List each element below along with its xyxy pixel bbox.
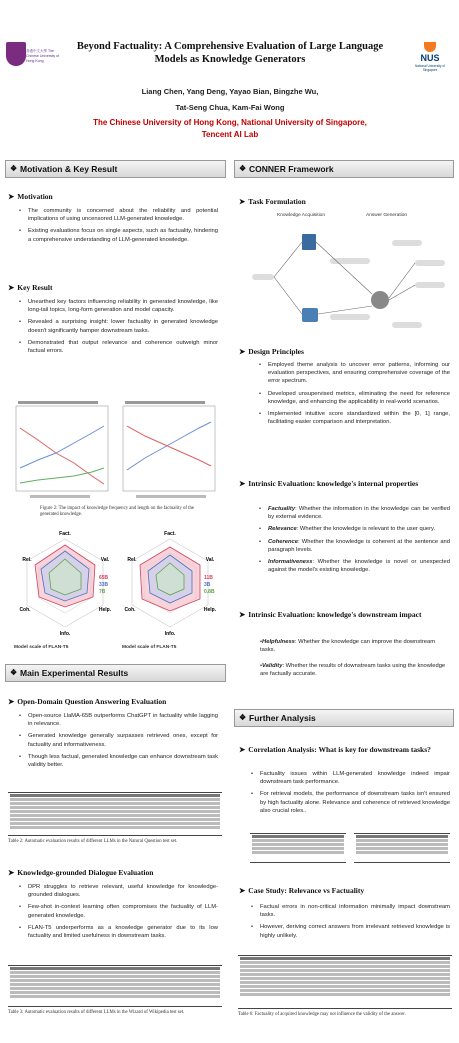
list-item: • Demonstrated that output relevance and coherence outweigh minor factual errors.	[18, 339, 218, 355]
radar-axis-label: Val.	[205, 557, 215, 563]
list-item: • The community is concerned about the reliability and potential implications of using uncensored LLM-generated knowledge.	[18, 207, 218, 223]
list-item: • Developed unsupervised metrics, eliminating the need for reference knowledge, and enhancing the applicability in real-world scenarios.	[258, 390, 450, 406]
list-item: • Informativeness: Whether the knowledge is novel or unexpected against the model's existing knowledge.	[258, 558, 450, 574]
table-3	[8, 965, 222, 1007]
section-conner-header: ❖ CONNER Framework	[234, 160, 454, 178]
reader-icon	[371, 291, 389, 309]
keyresult-title: ➤ Key Result	[8, 283, 53, 292]
list-item: • Factual errors in non-critical information minimally impact downstream tasks.	[250, 903, 450, 919]
list-item: • Employed theme analysis to uncover error patterns, informing our evaluation perspectives, and ensuring comprehensive coverage of the error spectrum.	[258, 361, 450, 386]
section-results-header: ❖ Main Experimental Results	[5, 664, 226, 682]
motivation-list	[18, 207, 218, 248]
list-item: • Few-shot in-context learning often compromises the factuality of LLM-generated knowledge.	[18, 903, 218, 919]
odqa-list	[18, 712, 218, 773]
nus-shield-icon	[424, 42, 436, 52]
table-5	[354, 833, 450, 863]
llm-icon	[302, 308, 318, 322]
radar-legend: 33B	[99, 582, 109, 588]
correlation-title: ➤ Correlation Analysis: What is key for downstream tasks?	[239, 745, 431, 754]
radar-legend: 3B	[204, 582, 211, 588]
design-title: ➤ Design Principles	[239, 347, 304, 356]
diamond-icon: ❖	[239, 713, 247, 722]
list-item: • DPR struggles to retrieve relevant, useful knowledge for knowledge-grounded dialogues.	[18, 883, 218, 899]
motivation-title: ➤ Motivation	[8, 192, 53, 201]
intrinsic-list	[258, 505, 450, 578]
cuhk-logo-text: 香港中文大學 The Chinese University of Hong Kong	[26, 49, 60, 63]
list-item: • Unearthed key factors influencing reliability in generated knowledge, like long-tail topics, long-form generation and model capacity.	[18, 298, 218, 314]
nus-logo-text: NUS	[420, 53, 440, 63]
list-item: • Implemented intuitive score standardized within the [0, 1] range, facilitating easier comparison and interpretation.	[258, 410, 450, 426]
keyresult-list	[18, 298, 218, 359]
case-title: ➤ Case Study: Relevance vs Factuality	[239, 886, 365, 895]
radar-caption-right: Model scale of FLAN-T5	[122, 645, 177, 650]
list-item: • Generated knowledge generally surpasses retrieved ones, except for factuality and informativeness.	[18, 732, 218, 748]
fig-label-generation: Answer Generation	[366, 213, 408, 218]
downstream-item-validity: •Validity: Whether the results of downstream tasks using the knowledge are factually accurate.	[260, 663, 446, 678]
task-title: ➤ Task Formulation	[239, 197, 306, 206]
radar-axis-label: Help.	[203, 607, 217, 613]
radar-axis-label: Fact.	[164, 531, 176, 537]
table-3-caption: Table 3: Automatic evaluation results of different LLMs in the Wizard of Wikipedia test set.	[8, 1010, 185, 1015]
nus-logo	[412, 42, 448, 76]
arrow-icon: ➤	[8, 192, 15, 201]
database-icon	[302, 234, 316, 250]
list-item: • Open-source LlaMA-65B outperforms ChatGPT in factuality while lagging in relevance.	[18, 712, 218, 728]
radar-axis-label: Info.	[59, 631, 71, 637]
fig-label-acquisition: Knowledge Acquisition	[277, 213, 326, 218]
diamond-icon: ❖	[10, 668, 18, 677]
list-item: • Revealed a surprising insight: lower factuality in generated knowledge doesn't significantly hamper downstream tasks.	[18, 318, 218, 334]
radar-axis-label: Val.	[100, 557, 110, 563]
radar-axis-label: Rel.	[22, 557, 32, 563]
dialogue-list	[18, 883, 218, 944]
radar-axis-label: Help.	[98, 607, 112, 613]
list-item: • Relevance: Whether the knowledge is relevant to the user query.	[258, 525, 450, 533]
authors	[60, 84, 400, 116]
design-list	[258, 361, 450, 430]
radar-axis-label: Rel.	[127, 557, 137, 563]
figure-2-plots	[8, 398, 223, 503]
affiliation-line-2: Tencent AI Lab	[201, 130, 259, 139]
radar-legend: 11B	[204, 575, 213, 581]
authors-line-1: Liang Chen, Yang Deng, Yayao Bian, Bingzhe Wu,	[141, 87, 319, 96]
table-4	[250, 833, 346, 863]
nus-logo-subtext: National University of Singapore	[414, 64, 446, 72]
table-6	[238, 955, 452, 1009]
section-analysis-header: ❖ Further Analysis	[234, 709, 454, 727]
dialogue-title: ➤ Knowledge-grounded Dialogue Evaluation	[8, 868, 154, 877]
correlation-list	[250, 770, 450, 819]
downstream-title: ➤ Intrinsic Evaluation: knowledge's downstream impact	[239, 610, 422, 619]
list-item: • Though less factual, generated knowledge can enhance downstream task validity better.	[18, 753, 218, 769]
list-item: • However, deriving correct answers from irrelevant retrieved knowledge is highly unlikely.	[250, 923, 450, 939]
radar-legend: 7B	[99, 589, 106, 595]
radar-axis-label: Info.	[164, 631, 176, 637]
downstream-item-helpfulness: •Helpfulness: Whether the knowledge can improve the downstream tasks.	[260, 639, 436, 654]
radar-charts	[5, 525, 227, 645]
affiliations	[40, 117, 420, 141]
list-item: • Factuality: Whether the information in the knowledge can be verified by external evidence.	[258, 505, 450, 521]
diamond-icon: ❖	[239, 164, 247, 173]
figure-2-caption: Figure 2: The impact of knowledge frequency and length on the factuality of the generated knowledge.	[40, 506, 195, 517]
intrinsic-title: ➤ Intrinsic Evaluation: knowledge's internal properties	[239, 479, 419, 488]
authors-line-2: Tat-Seng Chua, Kam-Fai Wong	[175, 103, 285, 112]
radar-axis-label: Coh.	[124, 607, 136, 613]
list-item: • Factuality issues within LLM-generated knowledge indeed impair downstream task performance.	[250, 770, 450, 786]
table-2-caption: Table 2: Automatic evaluation results of different LLMs in the Natural Question test set.	[8, 839, 178, 844]
radar-legend: 65B	[99, 575, 109, 581]
radar-caption-left: Model scale of FLAN-T5	[14, 645, 69, 650]
poster-title: Beyond Factuality: A Comprehensive Evaluation of Large Language Models as Knowledge Generators	[76, 41, 384, 65]
section-motivation-header: ❖ Motivation & Key Result	[5, 160, 226, 178]
odqa-title: ➤ Open-Domain Question Answering Evaluation	[8, 697, 167, 706]
list-item: • Existing evaluations focus on single aspects, such as factuality, hindering a comprehensive understanding of LLM-generated knowledge.	[18, 227, 218, 243]
affiliation-line-1: The Chinese University of Hong Kong, National University of Singapore,	[93, 118, 367, 127]
table-6-caption: Table 6: Factuality of acquired knowledge may not influence the validity of the answer.	[238, 1012, 406, 1017]
table-2	[8, 792, 222, 836]
radar-axis-label: Coh.	[19, 607, 31, 613]
list-item: • Coherence: Whether the knowledge is coherent at the sentence and paragraph levels.	[258, 538, 450, 554]
list-item: • FLAN-T5 underperforms as a knowledge generator due to its low factuality and limited usefulness in downstream tasks.	[18, 924, 218, 940]
radar-axis-label: Fact.	[59, 531, 71, 537]
cuhk-logo	[6, 42, 26, 66]
case-list	[250, 903, 450, 944]
diamond-icon: ❖	[10, 164, 18, 173]
list-item: • For retrieval models, the performance of downstream tasks isn't ensured by high factuality alone. Relevance and coherence of retrieved knowledge also crucial roles..	[250, 790, 450, 815]
framework-diagram	[250, 222, 450, 340]
radar-legend: 0.8B	[204, 589, 215, 595]
